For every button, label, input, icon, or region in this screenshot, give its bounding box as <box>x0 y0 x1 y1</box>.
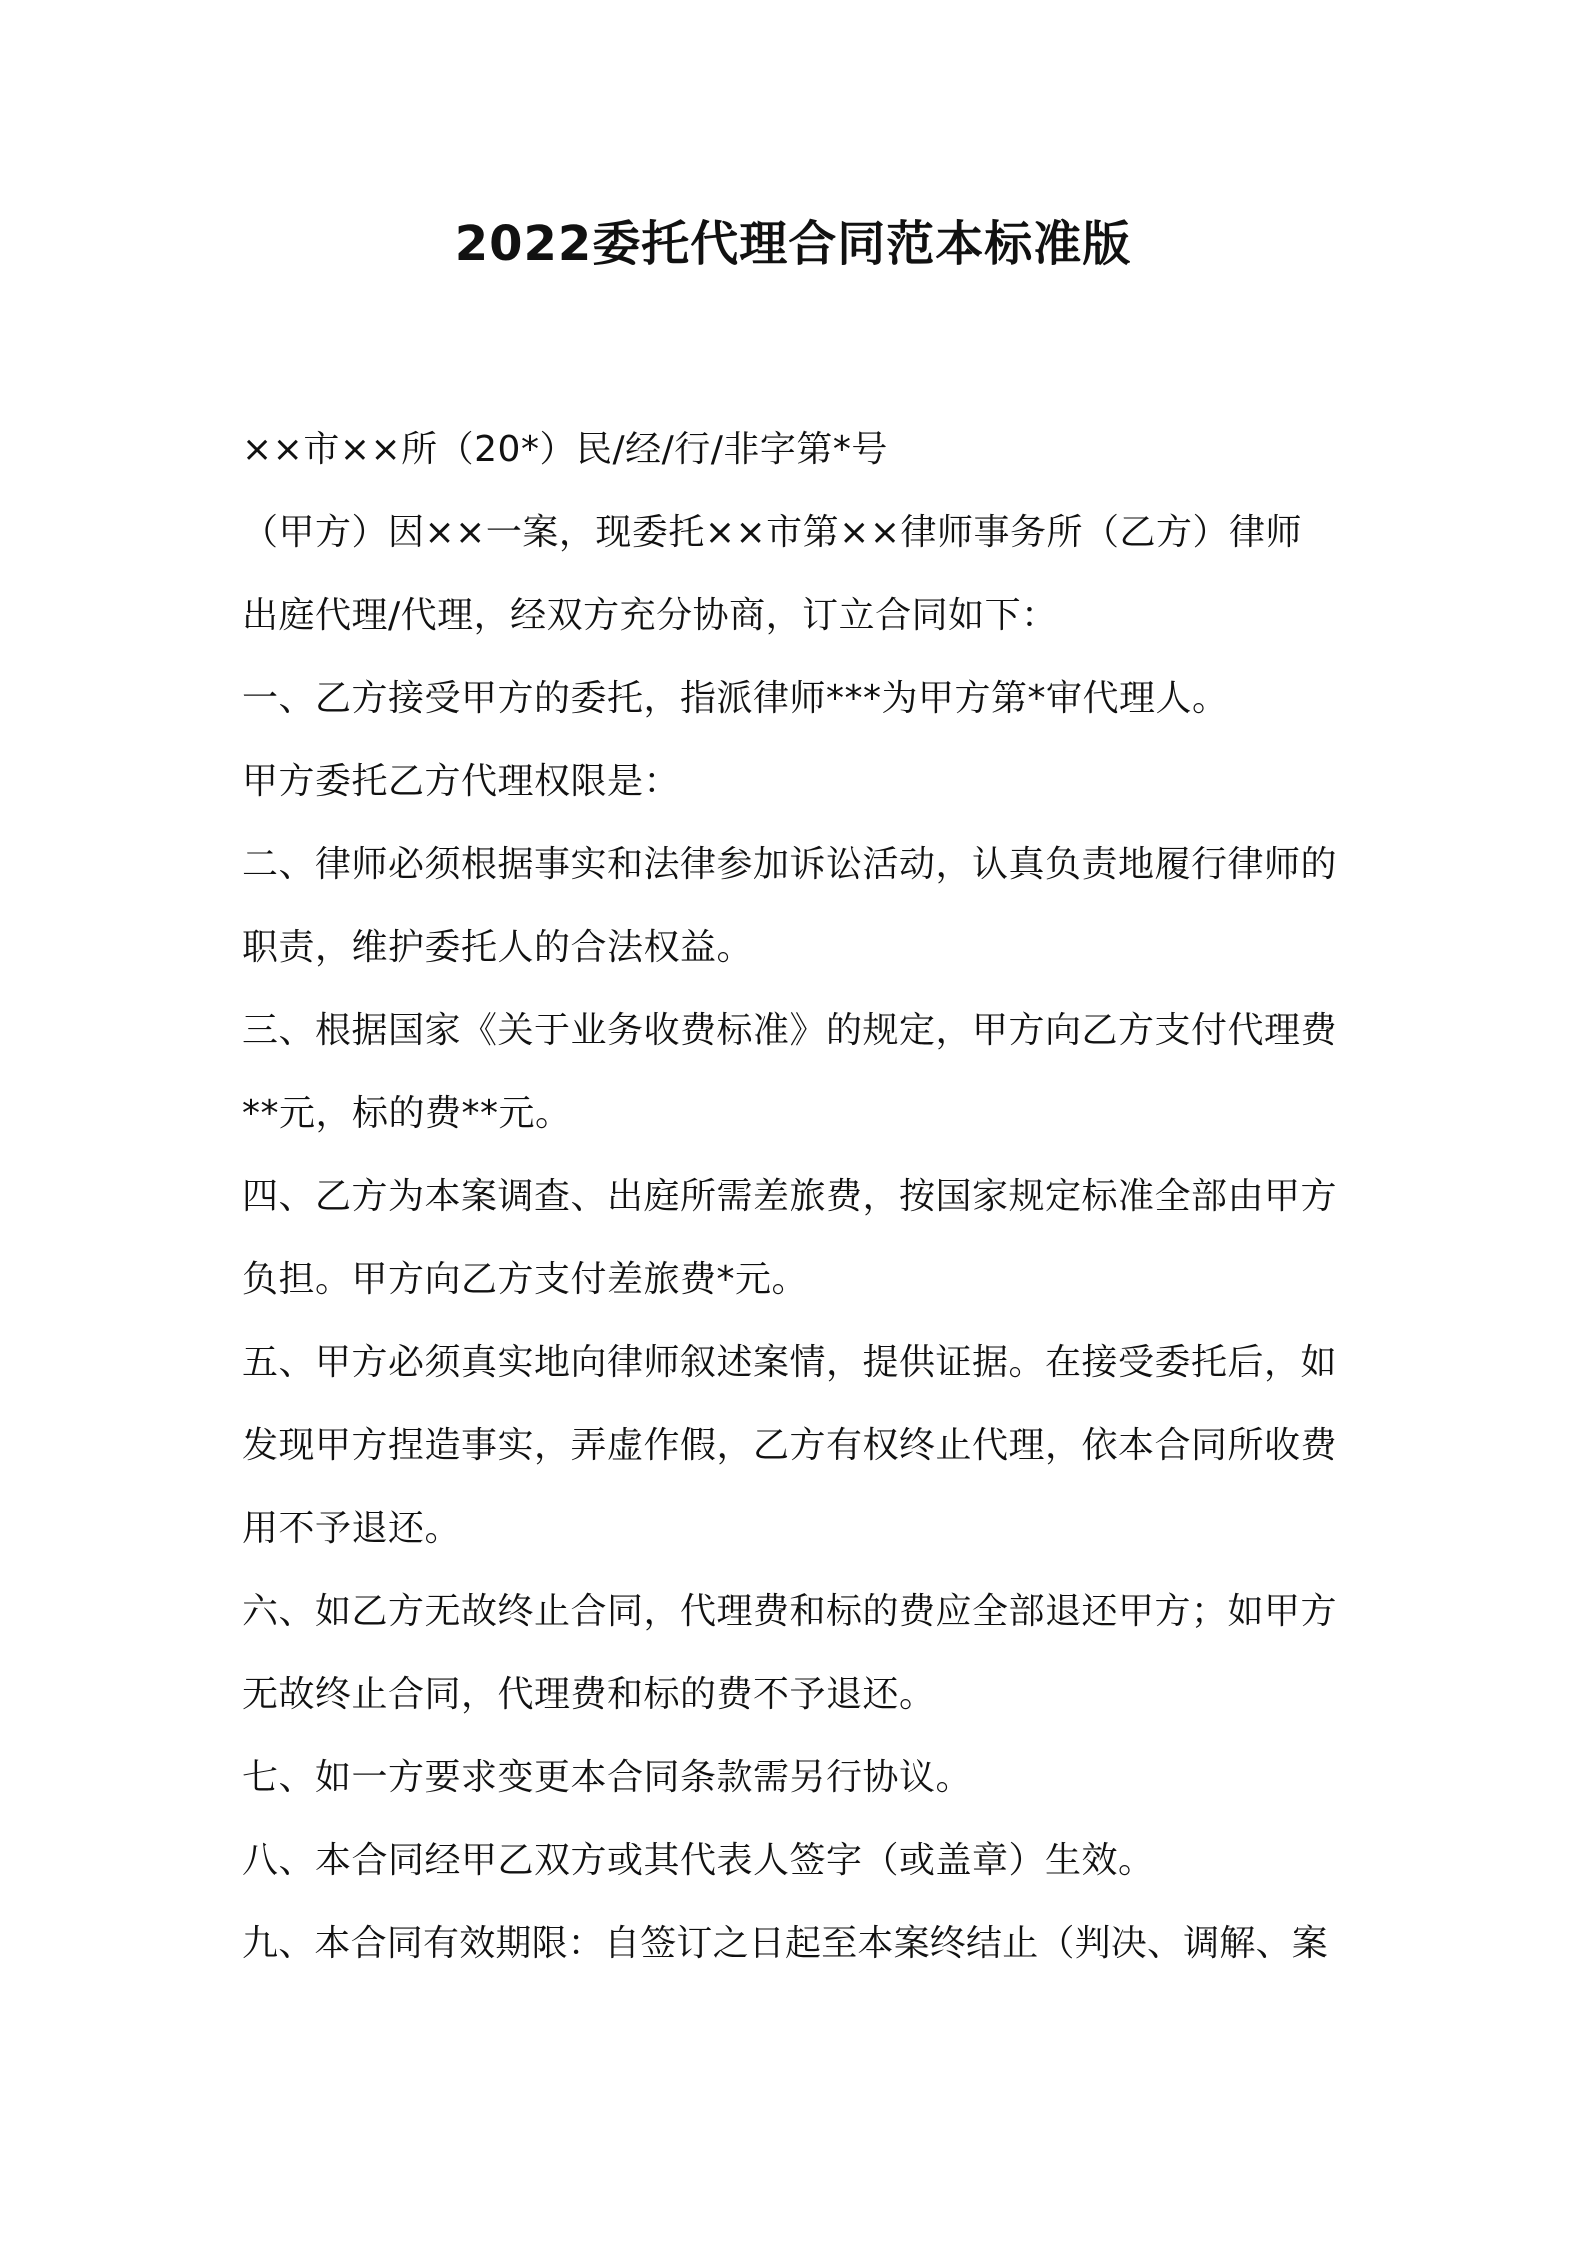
clause-3-line: 三、根据国家《关于业务收费标准》的规定，甲方向乙方支付代理费 <box>242 1010 1338 1051</box>
authority-line: 甲方委托乙方代理权限是： <box>242 761 681 802</box>
clause-5-line: 用不予退还。 <box>242 1508 462 1549</box>
clause-5-line: 五、甲方必须真实地向律师叙述案情，提供证据。在接受委托后，如 <box>242 1342 1338 1383</box>
paragraph-line: 出庭代理/代理，经双方充分协商，订立合同如下： <box>242 595 1058 636</box>
document-body <box>242 408 1358 1985</box>
clause-6-line: 六、如乙方无故终止合同，代理费和标的费应全部退还甲方；如甲方 <box>242 1591 1338 1632</box>
clause-2-line: 二、律师必须根据事实和法律参加诉讼活动，认真负责地履行律师的 <box>242 844 1338 885</box>
clause-6-line: 无故终止合同，代理费和标的费不予退还。 <box>242 1674 936 1715</box>
clause-2-line: 职责，维护委托人的合法权益。 <box>242 927 754 968</box>
case-number-line: ××市××所（20*）民/经/行/非字第*号 <box>242 429 888 470</box>
clause-5-line: 发现甲方捏造事实，弄虚作假，乙方有权终止代理，依本合同所收费 <box>242 1425 1338 1466</box>
clause-1-line: 一、乙方接受甲方的委托，指派律师***为甲方第*审代理人。 <box>242 678 1229 719</box>
clause-7-line: 七、如一方要求变更本合同条款需另行协议。 <box>242 1757 973 1798</box>
clause-4-line: 负担。甲方向乙方支付差旅费*元。 <box>242 1259 809 1300</box>
clause-9-line: 九、本合同有效期限：自签订之日起至本案终结止（判决、调解、案 <box>242 1923 1329 1964</box>
paragraph-line: （甲方）因××一案，现委托××市第××律师事务所（乙方）律师 <box>242 512 1302 553</box>
clause-8-line: 八、本合同经甲乙双方或其代表人签字（或盖章）生效。 <box>242 1840 1155 1881</box>
clause-4-line: 四、乙方为本案调查、出庭所需差旅费，按国家规定标准全部由甲方 <box>242 1176 1338 1217</box>
clause-3-line: **元，标的费**元。 <box>242 1093 572 1134</box>
document-title: 2022委托代理合同范本标准版 <box>454 216 1132 272</box>
